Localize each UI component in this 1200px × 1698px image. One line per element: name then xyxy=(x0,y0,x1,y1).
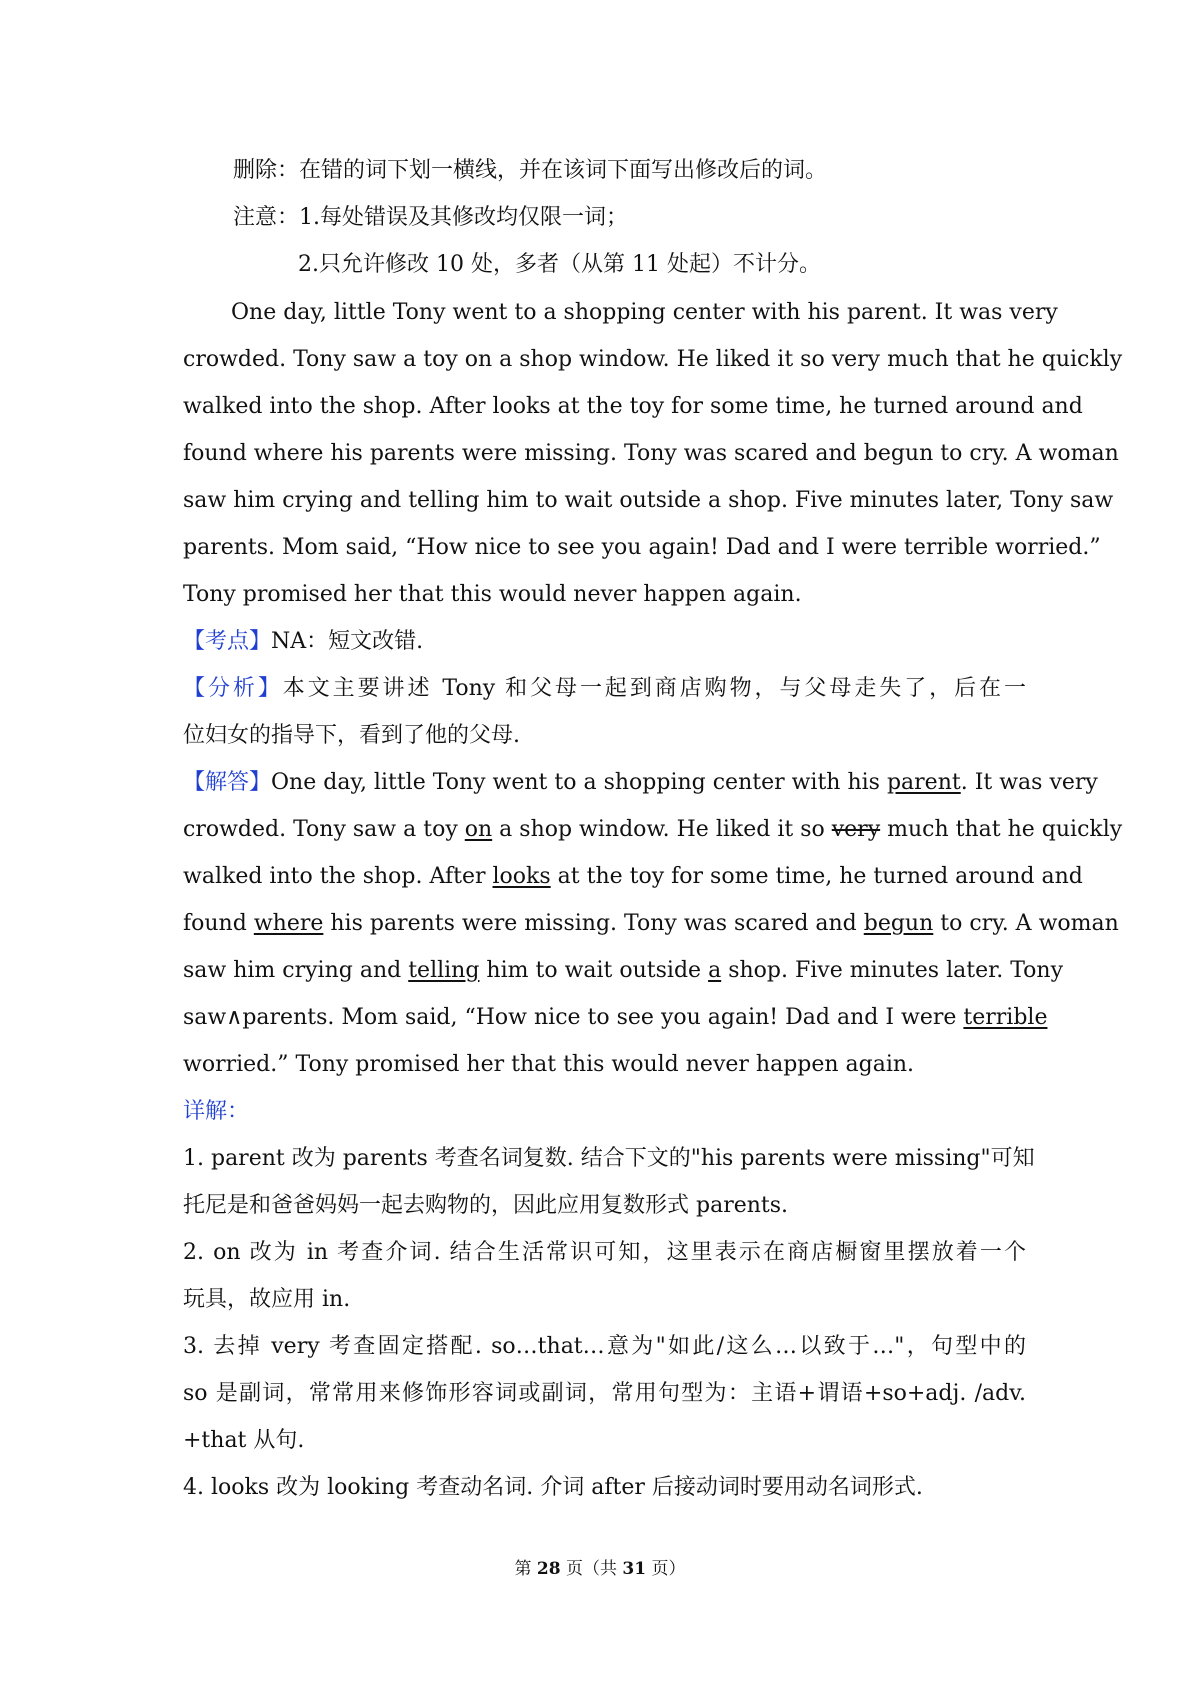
kaodian-text: NA：短文改错. xyxy=(271,629,424,654)
jieda-line: worried.” Tony promised her that this would never happen again. xyxy=(183,1052,915,1077)
jieda-label: 【解答】 xyxy=(183,770,272,795)
error-word: on xyxy=(464,817,493,842)
xiangjie-line: 2. on 改为 in 考查介词. 结合生活常识可知，这里表示在商店橱窗里摆放着一个 xyxy=(183,1240,1026,1265)
error-word: looks xyxy=(492,864,551,889)
xiangjie-line: +that 从句. xyxy=(183,1428,305,1453)
error-word: begun xyxy=(863,911,934,936)
xiangjie-line: so 是副词，常常用来修饰形容词或副词，常用句型为：主语+谓语+so+adj. /adv. xyxy=(183,1381,1026,1406)
jieda-line: 【解答】One day, little Tony went to a shopping center with his parent. It was very xyxy=(183,770,1098,795)
passage-line: One day, little Tony went to a shopping center with his parent. It was very xyxy=(231,300,1058,325)
xiangjie-line: 玩具，故应用 in. xyxy=(183,1287,351,1312)
error-word: telling xyxy=(408,958,480,983)
passage-line: found where his parents were missing. Tony was scared and begun to cry. A woman xyxy=(183,441,1119,466)
xiangjie-line: 托尼是和爸爸妈妈一起去购物的，因此应用复数形式 parents. xyxy=(183,1193,789,1218)
deleted-word: very xyxy=(831,817,881,842)
page-number: 28 xyxy=(536,1559,561,1579)
page-total: 31 xyxy=(622,1559,647,1579)
xiangjie-label: 详解： xyxy=(183,1099,250,1124)
kaodian-label: 【考点】 xyxy=(183,629,272,654)
error-word: terrible xyxy=(963,1005,1048,1030)
kaodian-section xyxy=(183,618,1026,665)
passage-line: walked into the shop. After looks at the toy for some time, he turned around and xyxy=(183,394,1083,419)
instruction-note1: 注意：1.每处错误及其修改均仅限一词； xyxy=(233,205,628,230)
jieda-line: found where his parents were missing. Tony was scared and begun to cry. A woman xyxy=(183,911,1119,936)
jieda-line: walked into the shop. After looks at the toy for some time, he turned around and xyxy=(183,864,1083,889)
error-word: where xyxy=(253,911,324,936)
jieda-line: crowded. Tony saw a toy on a shop window. He liked it so very much that he quickly xyxy=(183,817,1123,842)
xiangjie-line: 3. 去掉 very 考查固定搭配. so…that…意为"如此/这么…以致于…"，句型中的 xyxy=(183,1334,1026,1359)
fenxi-label: 【分析】 xyxy=(183,676,283,701)
fenxi-text: 本文主要讲述 Tony 和父母一起到商店购物，与父母走失了，后在一 xyxy=(282,676,1026,701)
error-word: a xyxy=(708,958,722,983)
instruction-note2: 2.只允许修改 10 处，多者（从第 11 处起）不计分。 xyxy=(298,252,821,277)
fenxi-text-cont: 位妇女的指导下，看到了他的父母. xyxy=(183,723,520,748)
jieda-line: saw him crying and telling him to wait outside a shop. Five minutes later. Tony xyxy=(183,958,1063,983)
page-footer: 第 28 页（共 31 页） xyxy=(514,1559,686,1579)
instruction-delete: 删除：在错的词下划一横线，并在该词下面写出修改后的词。 xyxy=(233,158,828,183)
error-word: parent xyxy=(886,770,961,795)
passage-line: crowded. Tony saw a toy on a shop window. He liked it so very much that he quickly xyxy=(183,347,1123,372)
jieda-line: saw∧parents. Mom said, “How nice to see you again! Dad and I were terrible xyxy=(183,1005,1048,1030)
passage-line: parents. Mom said, “How nice to see you again! Dad and I were terrible worried.” xyxy=(183,535,1101,560)
passage-line: Tony promised her that this would never happen again. xyxy=(183,582,802,607)
xiangjie-line: 1. parent 改为 parents 考查名词复数. 结合下文的"his parents were missing"可知 xyxy=(183,1146,1035,1171)
passage-line: saw him crying and telling him to wait outside a shop. Five minutes later, Tony saw xyxy=(183,488,1114,513)
xiangjie-line: 4. looks 改为 looking 考查动名词. 介词 after 后接动词时要用动名词形式. xyxy=(183,1475,923,1500)
fenxi-section xyxy=(183,665,1026,712)
